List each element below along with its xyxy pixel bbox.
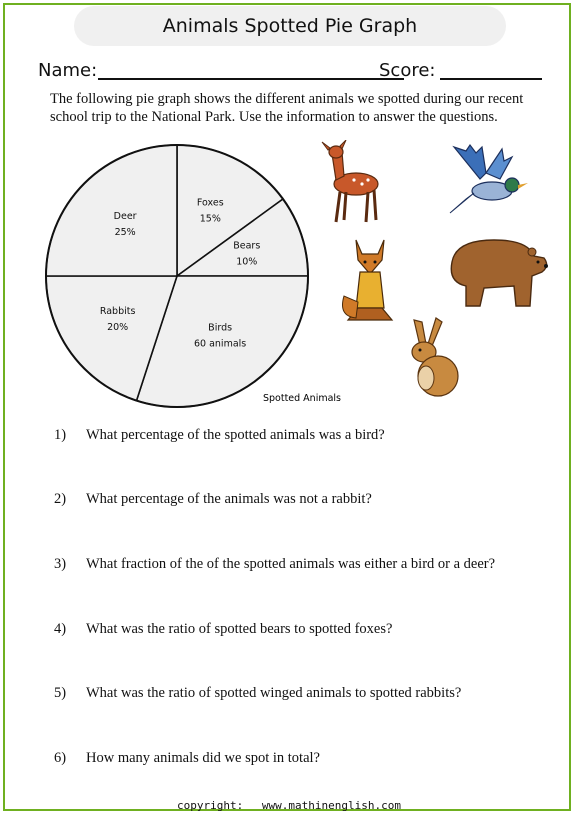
- rabbit-icon: [400, 316, 464, 398]
- bear-icon: [444, 232, 550, 310]
- question-number: 3): [54, 556, 67, 572]
- bird-icon: [446, 143, 530, 215]
- pie-value-birds: 60 animals: [193, 338, 247, 350]
- question-number: 5): [54, 685, 67, 701]
- intro-line-2: school trip to the National Park. Use the information to answer the questions.: [50, 109, 498, 125]
- pie-label-birds: Birds: [208, 322, 233, 334]
- question-3: [54, 556, 495, 573]
- pie-label-rabbits: Rabbits: [99, 306, 136, 318]
- pie-label-deer: Deer: [113, 211, 137, 223]
- pie-value-foxes: 15%: [199, 213, 221, 225]
- pie-slice-deer: [46, 145, 177, 276]
- fox-icon: [338, 236, 402, 322]
- name-label: Name:: [38, 60, 98, 81]
- pie-value-rabbits: 20%: [107, 322, 129, 334]
- footer-site-link[interactable]: www.mathinenglish.com: [261, 799, 401, 812]
- question-number: 6): [54, 750, 67, 766]
- question-text: What percentage of the spotted animals was a bird?: [86, 427, 385, 443]
- footer: [0, 799, 578, 812]
- pie-value-deer: 25%: [114, 227, 136, 239]
- question-number: 1): [54, 427, 67, 443]
- score-label: Score:: [379, 60, 436, 81]
- question-text: How many animals did we spot in total?: [86, 750, 320, 766]
- footer-copyright: copyright:: [177, 799, 244, 812]
- question-4: [54, 621, 392, 638]
- question-5: [54, 685, 461, 702]
- deer-icon: [318, 140, 390, 226]
- pie-value-bears: 10%: [236, 256, 258, 268]
- question-1: [54, 427, 385, 444]
- question-text: What was the ratio of spotted bears to spotted foxes?: [86, 621, 393, 637]
- page-title-text: Animals Spotted Pie Graph: [162, 15, 418, 37]
- question-number: 2): [54, 491, 67, 507]
- pie-label-bears: Bears: [233, 240, 261, 252]
- question-text: What was the ratio of spotted winged animals to spotted rabbits?: [86, 685, 462, 701]
- question-number: 4): [54, 621, 67, 637]
- question-2: [54, 491, 372, 508]
- pie-label-foxes: Foxes: [196, 197, 224, 209]
- question-6: [54, 750, 320, 767]
- pie-caption: Spotted Animals: [262, 393, 342, 404]
- question-text: What fraction of the of the spotted animals was either a bird or a deer?: [86, 556, 496, 572]
- intro-line-1: The following pie graph shows the different animals we spotted during our recent: [50, 91, 524, 107]
- question-text: What percentage of the animals was not a rabbit?: [86, 491, 372, 507]
